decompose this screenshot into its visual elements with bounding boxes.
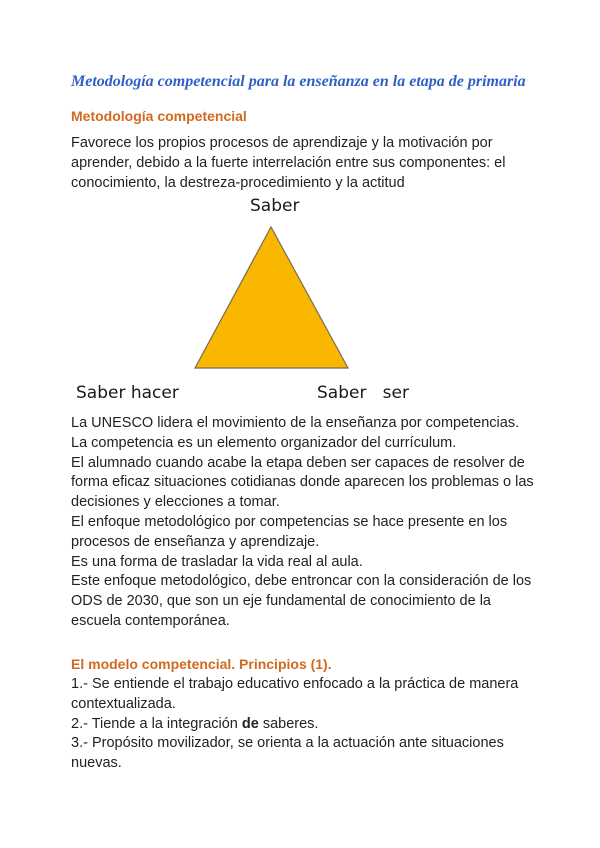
principles-list: [71, 675, 541, 774]
section-heading-modelo: El modelo competencial. Principios (1).: [71, 656, 332, 672]
principle-2-bold: de: [241, 715, 259, 732]
principle-2-text-b: saberes.: [258, 715, 319, 732]
section-heading-metodologia: Metodología competencial: [71, 108, 247, 124]
principle-2-text-a: 2.- Tiende a la integración: [71, 715, 242, 732]
body-line-enfoque: El enfoque metodológico por competencias se hace presente en los procesos de enseñanza y aprendizaje.: [71, 513, 508, 550]
body-paragraphs: [71, 414, 541, 632]
body-line-alumnado: El alumnado cuando acabe la etapa deben ser capaces de resolver de forma eficaz situaciones cotidianas donde aparecen los problemas o las decisiones y elecciones a tomar.: [71, 454, 534, 511]
principle-3: 3.- Propósito movilizador, se orienta a la actuación ante situaciones nuevas.: [71, 735, 504, 772]
principle-2: [71, 715, 541, 735]
body-line-vida-real: Es una forma de trasladar la vida real al aula.: [71, 553, 363, 570]
label-saber-ser: Saber ser: [317, 383, 409, 403]
body-line-unesco: La UNESCO lidera el movimiento de la enseñanza por competencias.: [71, 415, 520, 431]
body-line-curriculum: La competencia es un elemento organizador del currículum.: [71, 434, 457, 451]
saber-triangle-diagram: [60, 190, 460, 410]
document-title: Metodología competencial para la enseñanza en la etapa de primaria: [71, 73, 526, 90]
label-saber: Saber: [250, 196, 300, 216]
triangle-graphic: [60, 190, 460, 410]
label-saber-hacer: Saber hacer: [76, 383, 179, 403]
intro-text: Favorece los propios procesos de aprendizaje y la motivación por aprender, debido a la fuerte interrelación entre sus componentes: el conocimiento, la destreza-procedimiento y la actitud: [71, 135, 506, 191]
body-line-ods: Este enfoque metodológico, debe entroncar con la consideración de los ODS de 2030, que son un eje fundamental de conocimiento de la escuela contemporánea.: [71, 573, 532, 629]
triangle-shape: [195, 227, 348, 368]
intro-paragraph: [71, 134, 541, 193]
principle-1: 1.- Se entiende el trabajo educativo enfocado a la práctica de manera contextualizada.: [71, 676, 519, 712]
